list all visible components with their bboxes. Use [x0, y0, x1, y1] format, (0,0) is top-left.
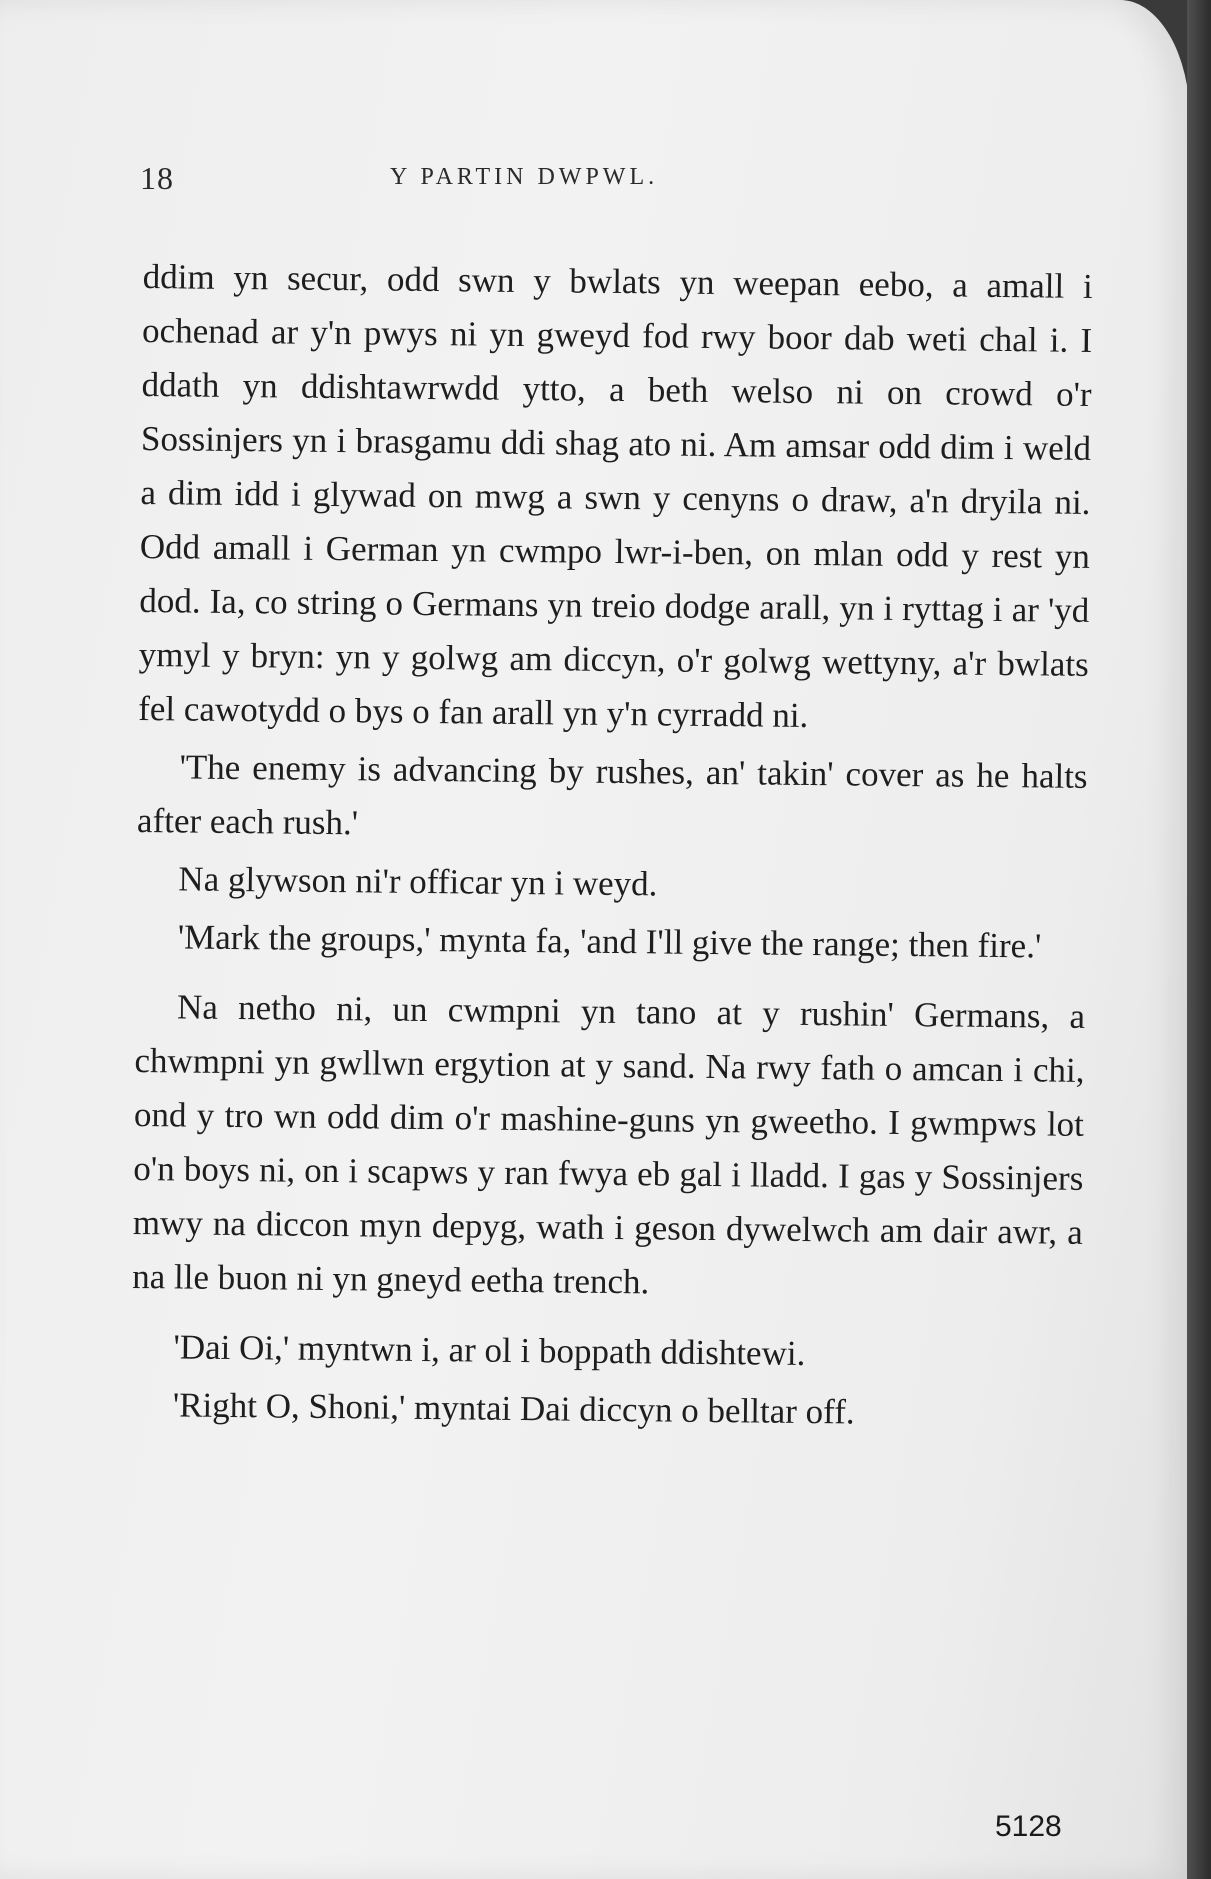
- paragraph: 'Dai Oi,' myntwn i, ar ol i boppath ddishtewi.: [173, 1327, 806, 1373]
- running-title: Y PARTIN DWPWL.: [390, 164, 659, 190]
- paragraph: Na netho ni, un cwmpni yn tano at y rushin' Germans, a chwmpni yn gwllwn ergytion at y sand. Na rwy fath o amcan i chi, ond y tro wn odd dim o'r mashine-guns yn gweetho. I gwmpws lot o'n boys ni, on i scapws y ran fwya eb gal i lladd. I gas y Sossinjers mwy na diccon myn depyg, wath i geson dywelwch am dair awr, a na lle buon ni yn gneyd eetha trench.: [132, 987, 1086, 1302]
- book-edge-shadow: [1187, 0, 1211, 1879]
- page-number: 18: [140, 160, 174, 196]
- body-text: [131, 250, 1093, 1446]
- page-header: [140, 160, 1100, 200]
- paragraph: 'Mark the groups,' mynta fa, 'and I'll give the range; then fire.': [177, 917, 1042, 966]
- stamp-number: 5128: [995, 1810, 1062, 1843]
- paragraph: ddim yn secur, odd swn y bwlats yn weepan eebo, a amall i ochenad ar y'n pwys ni yn gweyd fod rwy boor dab weti chal i. I ddath yn ddishtawrwdd ytto, a beth welso ni on crowd o'r Sossinjers yn i brasgamu ddi shag ato ni. Am amsar odd dim i weld a dim idd i glywad on mwg a swn y cenyns o draw, a'n dryila ni. Odd amall i German yn cwmpo lwr-i-ben, on mlan odd y rest yn dod. Ia, co string o Germans yn treio dodge arall, yn i ryttag i ar 'yd ymyl y bryn: yn y golwg am diccyn, o'r golwg wettyny, a'r bwlats fel cawotydd o bys o fan arall yn y'n cyrradd ni.: [137, 256, 1093, 735]
- paragraph: 'The enemy is advancing by rushes, an' takin' cover as he halts after each rush.': [136, 747, 1088, 843]
- paragraph: Na glywson ni'r officar yn i weyd.: [178, 859, 658, 904]
- paragraph: 'Right O, Shoni,' myntai Dai diccyn o belltar off.: [172, 1385, 855, 1432]
